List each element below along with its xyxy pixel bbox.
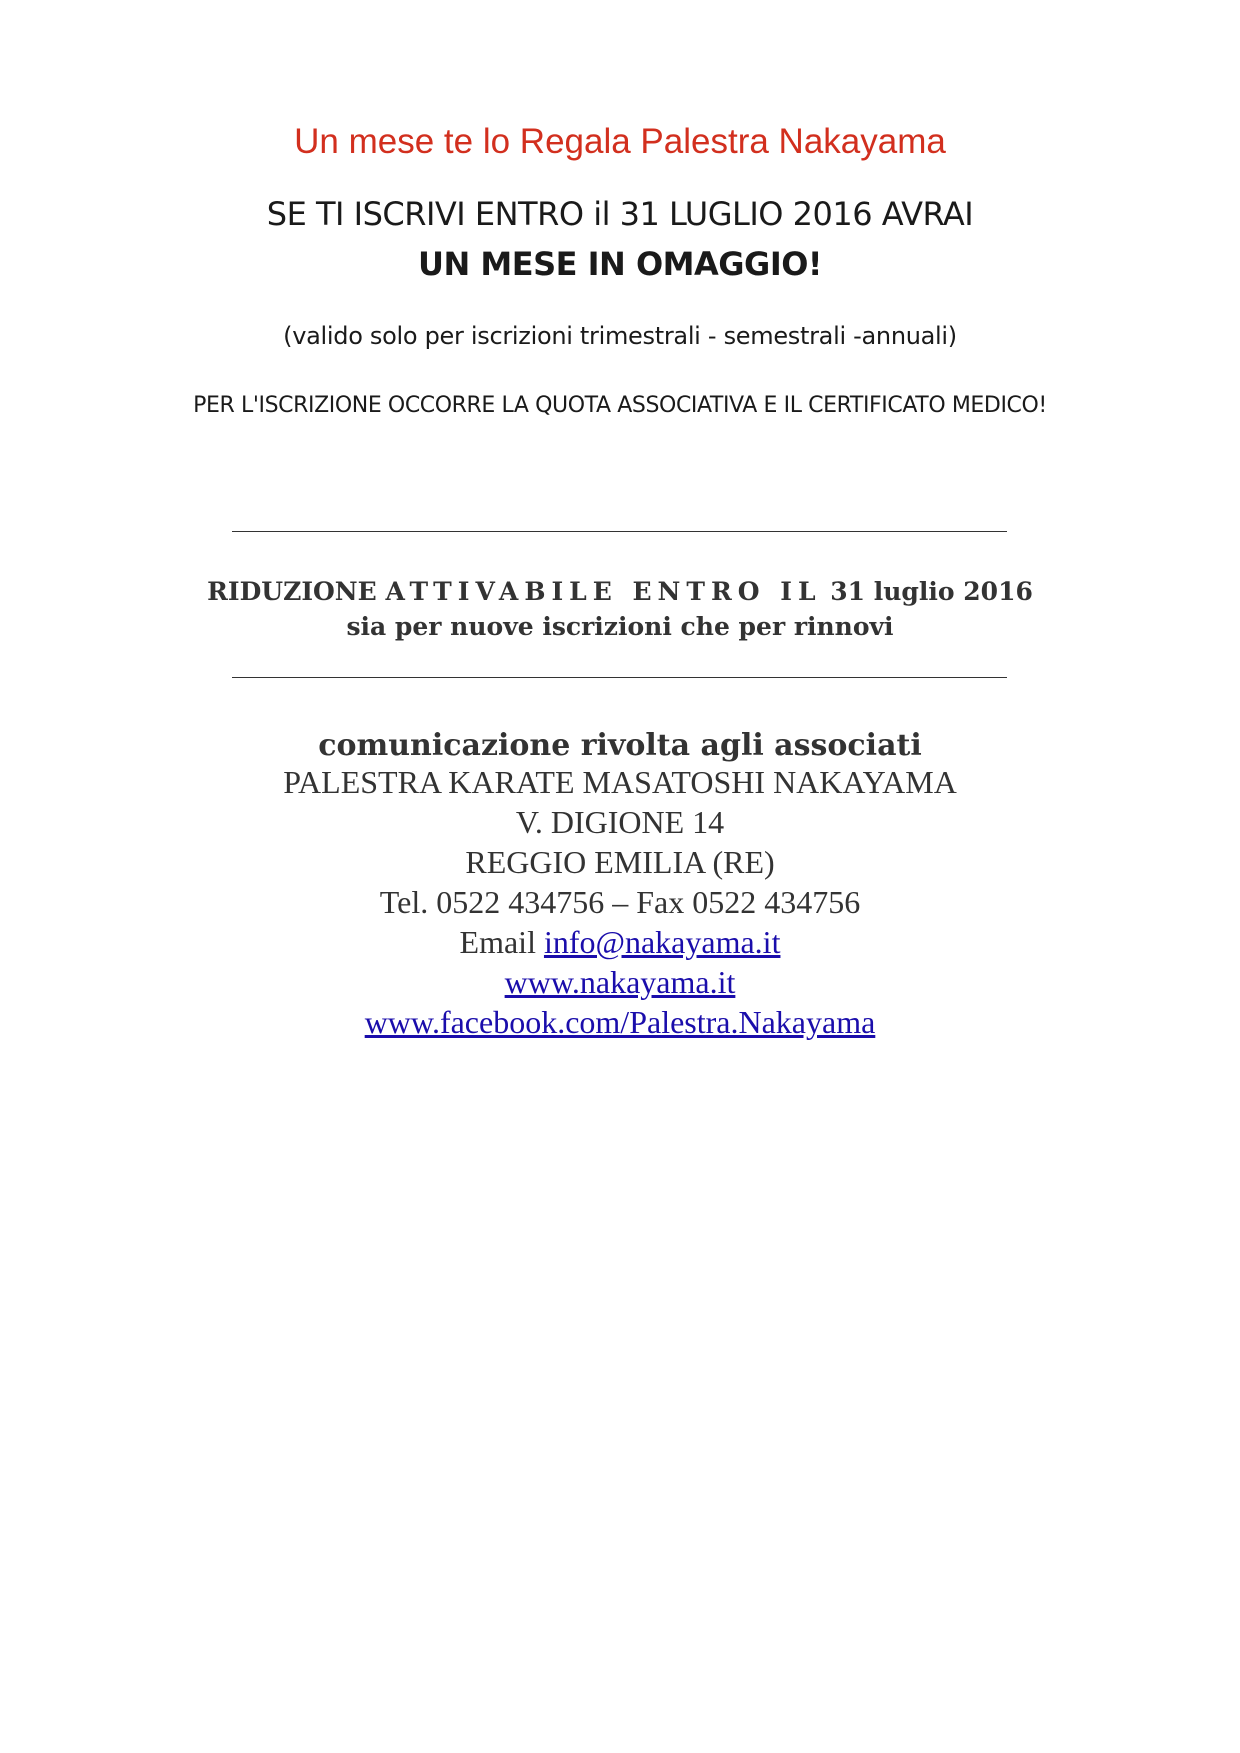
validity-note: (valido solo per iscrizioni trimestrali - semestrali -annuali) bbox=[283, 322, 957, 350]
reduction-label-start: RIDUZIONE bbox=[207, 577, 377, 606]
reduction-date: 31 luglio 2016 bbox=[830, 577, 1033, 606]
email-link[interactable]: info@nakayama.it bbox=[543, 924, 781, 960]
communication-intro: comunicazione rivolta agli associati bbox=[318, 728, 922, 763]
requirement-notice: PER L'ISCRIZIONE OCCORRE LA QUOTA ASSOCIATIVA E IL CERTIFICATO MEDICO! bbox=[193, 393, 1047, 418]
gym-city: REGGIO EMILIA (RE) bbox=[465, 844, 775, 880]
promo-headline: Un mese te lo Regala Palestra Nakayama bbox=[294, 122, 946, 161]
offer-line: SE TI ISCRIVI ENTRO il 31 LUGLIO 2016 AVRAI bbox=[266, 195, 974, 233]
divider-bottom bbox=[232, 677, 1007, 678]
gym-address: V. DIGIONE 14 bbox=[515, 804, 725, 840]
facebook-link[interactable]: www.facebook.com/Palestra.Nakayama bbox=[364, 1004, 876, 1040]
reduction-label-spaced: ATTIVABILE ENTRO IL bbox=[385, 577, 822, 606]
email-line bbox=[0, 924, 1240, 961]
reduction-scope: sia per nuove iscrizioni che per rinnovi bbox=[346, 612, 894, 641]
reduction-line bbox=[0, 577, 1240, 606]
facebook-line bbox=[0, 1004, 1240, 1041]
gym-name: PALESTRA KARATE MASATOSHI NAKAYAMA bbox=[283, 764, 957, 800]
offer-highlight: UN MESE IN OMAGGIO! bbox=[417, 245, 823, 283]
website-link[interactable]: www.nakayama.it bbox=[504, 964, 736, 1000]
phone-fax: Tel. 0522 434756 – Fax 0522 434756 bbox=[379, 884, 861, 920]
website-line bbox=[0, 964, 1240, 1001]
email-label: Email bbox=[459, 924, 536, 960]
divider-top bbox=[232, 531, 1007, 532]
